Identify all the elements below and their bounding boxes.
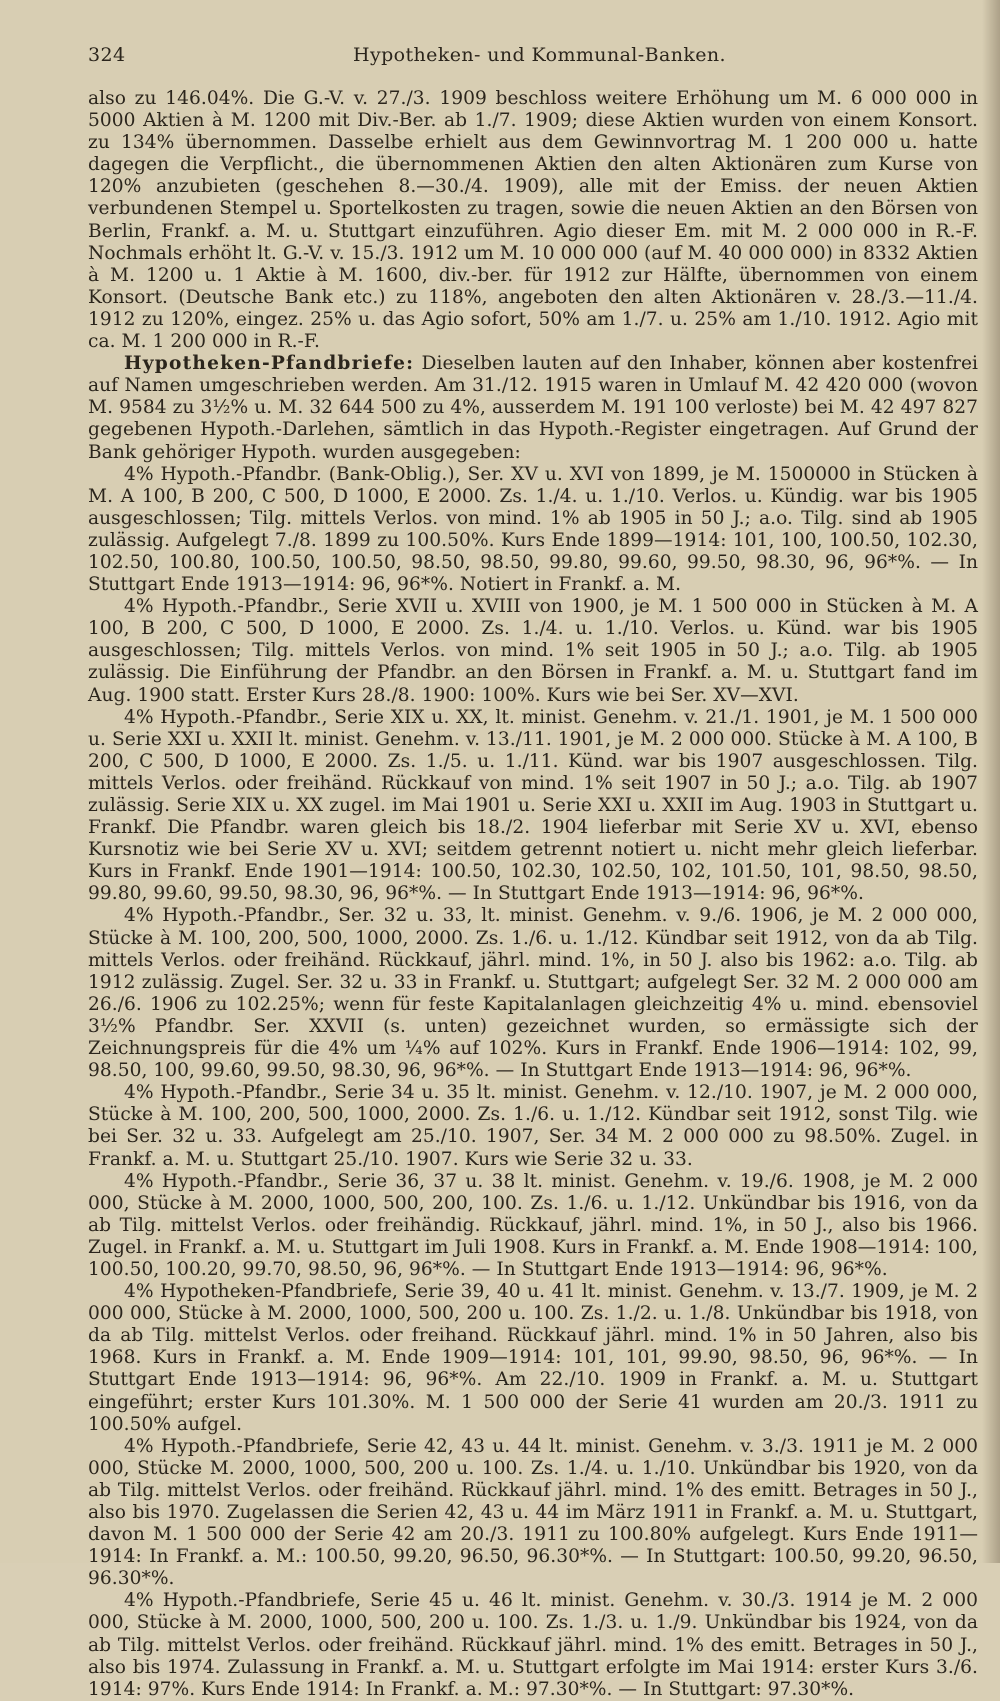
paragraph-pfandbriefe-intro <box>88 353 978 463</box>
paragraph: 4% Hypoth.-Pfandbr. (Bank-Oblig.), Ser. XV u. XVI von 1899, je M. 1500000 in Stücken à M. A 100, B 200, C 500, D 1000, E 2000. Zs. 1./4. u. 1./10. Verlos. u. Kündig. war bis 1905 ausgeschlossen; Tilg. mittels Verlos. von mind. 1% ab 1905 in 50 J.; a.o. Tilg. sind ab 1905 zulässig. Aufgelegt 7./8. 1899 zu 100.50%. Kurs Ende 1899—1914: 101, 100, 100.50, 102.30, 102.50, 100.80, 100.50, 100.50, 98.50, 98.50, 99.80, 99.60, 99.50, 98.30, 96, 96*%. — In Stuttgart Ende 1913—1914: 96, 96*%. Notiert in Frankf. a. M. <box>88 463 978 596</box>
paragraph: 4% Hypoth.-Pfandbriefe, Serie 42, 43 u. 44 lt. minist. Genehm. v. 3./3. 1911 je M. 2 000 000, Stücke M. 2000, 1000, 500, 200 u. 100. Zs. 1./4. u. 1./10. Unkündbar bis 1920, von da ab Tilg. mittelst Verlos. oder freihänd. Rückkauf jährl. mind. 1% des emitt. Betrages in 50 J., also bis 1970. Zugelassen die Serien 42, 43 u. 44 im März 1911 in Frankf. a. M. u. Stuttgart, davon M. 1 500 000 der Serie 42 am 20./3. 1911 zu 100.80% aufgelegt. Kurs Ende 1911—1914: In Frankf. a. M.: 100.50, 99.20, 96.50, 96.30*%. — In Stuttgart: 100.50, 99.20, 96.50, 96.30*%. <box>88 1435 978 1590</box>
paragraph: also zu 146.04%. Die G.-V. v. 27./3. 1909 beschloss weitere Erhöhung um M. 6 000 000 in 5000 Aktien à M. 1200 mit Div.-Ber. ab 1./7. 1909; diese Aktien wurden von einem Konsort. zu 134% übernommen. Dasselbe erhielt aus dem Gewinnvortrag M. 1 200 000 u. hatte dagegen die Verpflicht., die übernommenen Aktien den alten Aktionären zum Kurse von 120% anzubieten (geschehen 8.—30./4. 1909), alle mit der Emiss. der neuen Aktien verbundenen Stempel u. Sportelkosten zu tragen, sowie die neuen Aktien an den Börsen von Berlin, Frankf. a. M. u. Stuttgart einzuführen. Agio dieser Em. mit M. 2 000 000 in R.-F. Nochmals erhöht lt. G.-V. v. 15./3. 1912 um M. 10 000 000 (auf M. 40 000 000) in 8332 Aktien à M. 1200 u. 1 Aktie à M. 1600, div.-ber. für 1912 zur Hälfte, übernommen von einem Konsort. (Deutsche Bank etc.) zu 118%, angeboten den alten Aktionären v. 28./3.—11./4. 1912 zu 120%, eingez. 25% u. das Agio sofort, 50% am 1./7. u. 25% am 1./10. 1912. Agio mit ca. M. 1 200 000 in R.-F. <box>88 88 978 353</box>
paragraph-text: Dieselben lauten auf den Inhaber, können aber kostenfrei auf Namen umgeschrieben werden. Am 31./12. 1915 waren in Umlauf M. 42 420 000 (wovon M. 9584 zu 3½% u. M. 32 644 500 zu 4%, ausserdem M. 191 100 verloste) bei M. 42 497 827 gegebenen Hypoth.-Darlehen, sämtlich in das Hypoth.-Register eingetragen. Auf Grund der Bank gehöriger Hypoth. wurden ausgegeben: <box>88 353 978 463</box>
paragraph: 4% Hypoth.-Pfandbriefe, Serie 45 u. 46 lt. minist. Genehm. v. 30./3. 1914 je M. 2 000 000, Stücke à M. 2000, 1000, 500, 200 u. 100. Zs. 1./3. u. 1./9. Unkündbar bis 1924, von da ab Tilg. mittelst Verlos. oder freihänd. Rückkauf jährl. mind. 1% des emitt. Betrages in 50 J., also bis 1974. Zulassung in Frankf. a. M. u. Stuttgart erfolgte im Mai 1914: erster Kurs 3./6. 1914: 97%. Kurs Ende 1914: In Frankf. a. M.: 97.30*%. — In Stuttgart: 97.30*%. <box>88 1590 978 1700</box>
page-number: 324 <box>88 44 126 66</box>
paragraph: 4% Hypoth.-Pfandbr., Serie 34 u. 35 lt. minist. Genehm. v. 12./10. 1907, je M. 2 000 000, Stücke à M. 100, 200, 500, 1000, 2000. Zs. 1./6. u. 1./12. Kündbar seit 1912, sonst Tilg. wie bei Ser. 32 u. 33. Aufgelegt am 25./10. 1907, Ser. 34 M. 2 000 000 zu 98.50%. Zugel. in Frankf. a. M. u. Stuttgart 25./10. 1907. Kurs wie Serie 32 u. 33. <box>88 1082 978 1170</box>
running-title: Hypotheken- und Kommunal-Banken. <box>353 44 726 66</box>
paragraph: 4% Hypoth.-Pfandbr., Serie XIX u. XX, lt. minist. Genehm. v. 21./1. 1901, je M. 1 500 000 u. Serie XXI u. XXII lt. minist. Genehm. v. 13./11. 1901, je M. 2 000 000. Stücke à M. A 100, B 200, C 500, D 1000, E 2000. Zs. 1./5. u. 1./11. Künd. war bis 1907 ausgeschlossen. Tilg. mittels Verlos. oder freihänd. Rückkauf von mind. 1% seit 1907 in 50 J.; a.o. Tilg. ab 1907 zulässig. Serie XIX u. XX zugel. im Mai 1901 u. Serie XXI u. XXII im Aug. 1903 in Stuttgart u. Frankf. Die Pfandbr. waren gleich bis 18./2. 1904 lieferbar mit Serie XV u. XVI, ebenso Kursnotiz wie bei Serie XV u. XVI; seitdem getrennt notiert u. nicht mehr gleich lieferbar. Kurs in Frankf. Ende 1901—1914: 100.50, 102.30, 102.50, 102, 101.50, 101, 98.50, 98.50, 99.80, 99.60, 99.50, 98.30, 96, 96*%. — In Stuttgart Ende 1913—1914: 96, 96*%. <box>88 706 978 905</box>
paragraph: 4% Hypoth.-Pfandbr., Serie XVII u. XVIII von 1900, je M. 1 500 000 in Stücken à M. A 100, B 200, C 500, D 1000, E 2000. Zs. 1./4. u. 1./10. Verlos. u. Künd. war bis 1905 ausgeschlossen; Tilg. mittels Verlos. von mind. 1% seit 1905 in 50 J.; a.o. Tilg. ab 1905 zulässig. Die Einführung der Pfandbr. an den Börsen in Frankf. a. M. u. Stuttgart fand im Aug. 1900 statt. Erster Kurs 28./8. 1900: 100%. Kurs wie bei Ser. XV—XVI. <box>88 596 978 706</box>
body-text <box>88 88 978 1701</box>
paragraph: 4% Hypotheken-Pfandbriefe, Serie 39, 40 u. 41 lt. minist. Genehm. v. 13./7. 1909, je M. 2 000 000, Stücke à M. 2000, 1000, 500, 200 u. 100. Zs. 1./2. u. 1./8. Unkündbar bis 1918, von da ab Tilg. mittelst Verlos. oder freihand. Rückkauf jährl. mind. 1% in 50 Jahren, also bis 1968. Kurs in Frankf. a. M. Ende 1909—1914: 101, 101, 99.90, 98.50, 96, 96*%. — In Stuttgart Ende 1913—1914: 96, 96*%. Am 22./10. 1909 in Frankf. a. M. u. Stuttgart eingeführt; erster Kurs 101.30%. M. 1 500 000 der Serie 41 wurden am 20./3. 1911 zu 100.50% aufgel. <box>88 1281 978 1435</box>
page-header <box>88 44 978 78</box>
paragraph: 4% Hypoth.-Pfandbr., Serie 36, 37 u. 38 lt. minist. Genehm. v. 19./6. 1908, je M. 2 000 000, Stücke à M. 2000, 1000, 500, 200, 100. Zs. 1./6. u. 1./12. Unkündbar bis 1916, von da ab Tilg. mittelst Verlos. oder freihändig. Rückkauf, jährl. mind. 1%, in 50 J., also bis 1966. Zugel. in Frankf. a. M. u. Stuttgart im Juli 1908. Kurs in Frankf. a. M. Ende 1908—1914: 100, 100.50, 100.20, 99.70, 98.50, 96, 96*%. — In Stuttgart Ende 1913—1914: 96, 96*%. <box>88 1170 978 1280</box>
paragraph: 4% Hypoth.-Pfandbr., Ser. 32 u. 33, lt. minist. Genehm. v. 9./6. 1906, je M. 2 000 000, Stücke à M. 100, 200, 500, 1000, 2000. Zs. 1./6. u. 1./12. Kündbar seit 1912, von da ab Tilg. mittels Verlos. oder freihänd. Rückkauf, jährl. mind. 1%, in 50 J. also bis 1962: a.o. Tilg. ab 1912 zulässig. Zugel. Ser. 32 u. 33 in Frankf. u. Stuttgart; aufgelegt Ser. 32 M. 2 000 000 am 26./6. 1906 zu 102.25%; wenn für feste Kapitalanlagen gleichzeitig 4% u. mind. ebensoviel 3½% Pfandbr. Ser. XXVII (s. unten) gezeichnet wurden, so ermässigte sich der Zeichnungspreis für die 4% um ¼% auf 102%. Kurs in Frankf. Ende 1906—1914: 102, 99, 98.50, 100, 99.60, 99.50, 98.30, 96, 96*%. — In Stuttgart Ende 1913—1914: 96, 96*%. <box>88 905 978 1082</box>
section-lead: Hypotheken-Pfandbriefe: <box>124 353 415 375</box>
